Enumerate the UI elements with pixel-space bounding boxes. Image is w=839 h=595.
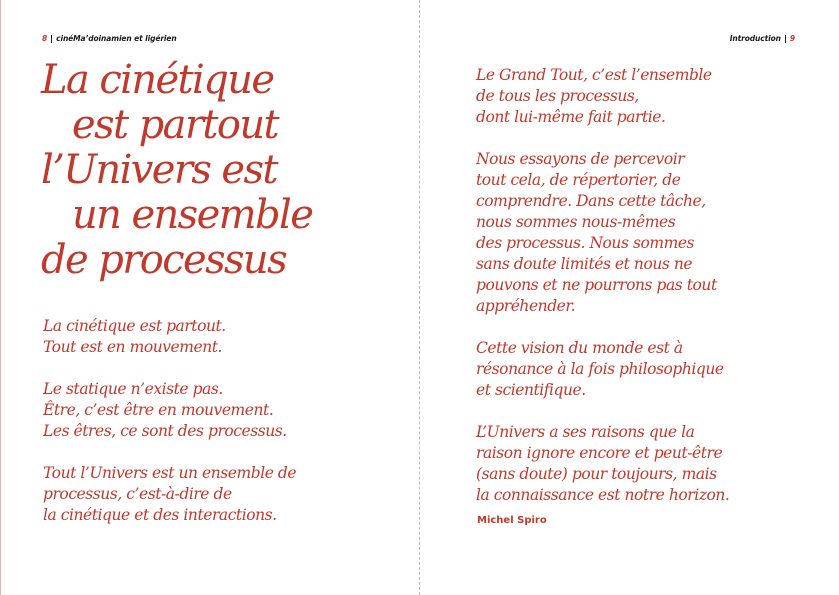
- right-page-number: 9: [789, 34, 795, 43]
- right-running-head: [730, 34, 795, 43]
- right-running-head-title: Introduction: [729, 34, 781, 43]
- text-line: Le statique n’existe pas.: [43, 380, 223, 398]
- text-line: sans doute limités et nous ne: [476, 255, 693, 273]
- text-line: appréhender.: [476, 297, 576, 315]
- left-page: [0, 0, 419, 595]
- paragraph: [476, 149, 729, 317]
- text-line: L’Univers a ses raisons que la: [476, 423, 695, 441]
- text-line: Cette vision du monde est à: [476, 339, 683, 357]
- paragraph: [43, 316, 296, 358]
- text-line: raison ignore encore et peut-être: [476, 444, 723, 462]
- text-line: pouvons et ne pourrons pas tout: [476, 276, 717, 294]
- headline-line: l’Univers est: [41, 147, 277, 193]
- running-head-divider: [51, 35, 52, 43]
- text-line: processus, c’est-à-dire de: [43, 485, 232, 503]
- paragraph: [476, 338, 729, 401]
- right-body-text: [476, 65, 729, 527]
- text-line: des processus. Nous sommes: [476, 234, 695, 252]
- text-line: comprendre. Dans cette tâche,: [476, 192, 706, 210]
- headline-line: est partout: [72, 102, 278, 148]
- paragraph: [476, 422, 729, 506]
- paragraph: [476, 65, 729, 128]
- text-line: Le Grand Tout, c’est l’ensemble: [476, 66, 712, 84]
- text-line: Les êtres, ce sont des processus.: [43, 422, 287, 440]
- left-page-number: 8: [42, 34, 48, 43]
- paragraph: [43, 463, 296, 526]
- headline: [41, 58, 312, 283]
- text-line: La cinétique est partout.: [43, 317, 226, 335]
- headline-line: La cinétique: [41, 57, 274, 103]
- text-line: et scientifique.: [476, 381, 586, 399]
- text-line: Nous essayons de percevoir: [476, 150, 685, 168]
- running-head-divider: [785, 35, 786, 43]
- left-running-head-title: cinéMa’doinamien et ligérien: [56, 34, 177, 43]
- text-line: la connaissance est notre horizon.: [476, 486, 730, 504]
- text-line: (sans doute) pour toujours, mais: [476, 465, 717, 483]
- paragraph: [43, 379, 296, 442]
- headline-line: de processus: [41, 237, 287, 283]
- text-line: Être, c’est être en mouvement.: [43, 401, 274, 419]
- author-signature: Michel Spiro: [477, 515, 547, 526]
- headline-line: un ensemble: [72, 192, 313, 238]
- text-line: résonance à la fois philosophique: [476, 360, 724, 378]
- text-line: dont lui-même fait partie.: [476, 108, 666, 126]
- text-line: la cinétique et des interactions.: [43, 506, 277, 524]
- text-line: de tous les processus,: [476, 87, 639, 105]
- text-line: nous sommes nous-mêmes: [476, 213, 676, 231]
- text-line: Tout est en mouvement.: [43, 338, 223, 356]
- text-line: tout cela, de répertorier, de: [476, 171, 681, 189]
- text-line: Tout l’Univers est un ensemble de: [43, 464, 297, 482]
- left-running-head: [42, 34, 177, 43]
- left-body-text: [43, 316, 296, 547]
